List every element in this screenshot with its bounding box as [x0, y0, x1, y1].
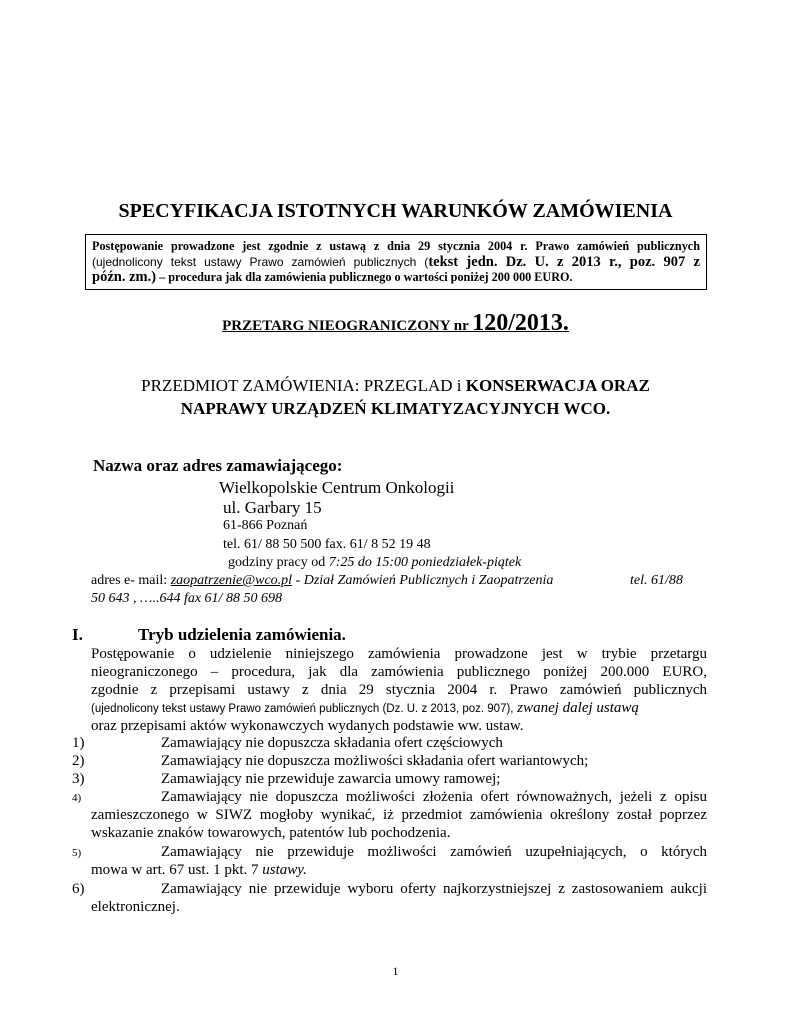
subject-bold-1: KONSERWACJA ORAZ [465, 376, 650, 395]
tender-dot: . [562, 310, 569, 336]
legal-basis-pozn-zm: późn. zm.) [92, 269, 157, 285]
section-1-text-1: Postępowanie o udzielenie niniejszego zamówienia prowadzone jest w trybie przetargu [91, 646, 707, 662]
contracting-phone: tel. 61/ 88 50 500 fax. 61/ 8 52 19 48 [223, 537, 431, 552]
tender-heading [0, 310, 791, 337]
tender-label: PRZETARG NIEOGRANICZONY nr [222, 318, 473, 334]
working-hours-value: 7:25 do 15:00 poniedziałek-piątek [328, 555, 522, 570]
section-1-text-3: zgodnie z przepisami ustawy z dnia 29 stycznia 2004 r. Prawo zamówień publicznych [91, 682, 707, 698]
email-link[interactable]: zaopatrzenie@wco.pl [170, 573, 293, 588]
item-3-number: 3) [72, 771, 85, 787]
legal-basis-box [85, 234, 707, 290]
contracting-name: Wielkopolskie Centrum Onkologii [219, 478, 455, 497]
item-2-number: 2) [72, 753, 85, 769]
legal-basis-line-2 [92, 255, 700, 271]
legal-basis-line-2-text: (ujednolicony tekst ustawy Prawo zamówień publicznych ( [92, 254, 429, 269]
subject-line-1 [0, 376, 791, 396]
section-1-text-2: nieograniczonego – procedura, jak dla zamówienia publicznego poniżej 200.000 EURO, [91, 664, 707, 680]
item-1-number: 1) [72, 735, 85, 751]
department-phone: tel. 61/88 [630, 573, 683, 588]
email-line [91, 573, 553, 589]
legal-basis-dz-u: tekst jedn. Dz. U. z 2013 r., poz. 907 z [428, 253, 700, 270]
item-3-text: Zamawiający nie przewiduje zawarcia umowy ramowej; [161, 771, 501, 787]
item-4-text-2: zamieszczonego w SIWZ mogłoby wynikać, iż przedmiot zamówienia określony został poprzez [91, 807, 707, 823]
contracting-heading: Nazwa oraz adres zamawiającego: [93, 456, 343, 475]
item-6-text-1: Zamawiający nie przewiduje wyboru oferty najkorzystniejszej z zastosowaniem aukcji [161, 881, 707, 897]
legal-basis-line-3 [92, 270, 700, 286]
legal-basis-procedure: – procedura jak dla zamówienia publicznego o wartości poniżej 200 000 EURO. [156, 270, 573, 284]
section-1-heading: Tryb udzielenia zamówienia. [138, 625, 346, 644]
working-hours [228, 555, 521, 571]
item-5-text-1: Zamawiający nie przewiduje możliwości zamówień uzupełniających, o których [161, 844, 707, 860]
section-1-text-5: oraz przepisami aktów wykonawczych wydanych podstawie ww. ustaw. [91, 718, 524, 734]
page-number: 1 [392, 964, 399, 978]
section-1-numeral: I. [72, 625, 83, 644]
item-4-number: 4) [72, 792, 82, 804]
item-4-text-1: Zamawiający nie dopuszcza możliwości złożenia ofert równoważnych, jeżeli z opisu [161, 789, 707, 805]
item-6-number: 6) [72, 881, 85, 897]
item-5-act: ustawy. [258, 862, 307, 878]
section-1-text-4 [91, 699, 707, 718]
section-1-legal-ref: (ujednolicony tekst ustawy Prawo zamówień publicznych (Dz. U. z 2013, poz. 907), [91, 703, 514, 715]
contact-line-2: 50 643 , …..644 fax 61/ 88 50 698 [91, 591, 282, 606]
legal-basis-line-1: Postępowanie prowadzone jest zgodnie z ustawą z dnia 29 stycznia 2004 r. Prawo zamówień publicznych [92, 239, 700, 253]
email-label: adres e- mail: [91, 573, 171, 588]
contracting-street: ul. Garbary 15 [223, 498, 322, 517]
item-2-text: Zamawiający nie dopuszcza możliwości składania ofert wariantowych; [161, 753, 589, 769]
item-6-text-2: elektronicznej. [91, 899, 180, 915]
item-5-article: mowa w art. 67 ust. 1 pkt. 7 [91, 862, 259, 878]
subject-line-2: NAPRAWY URZĄDZEŃ KLIMATYZACYJNYCH WCO. [180, 399, 611, 418]
item-5-text-2 [91, 862, 307, 879]
item-4-text-3: wskazanie znaków towarowych, patentów lub pochodzenia. [91, 825, 451, 841]
tender-number: 120/2013 [472, 310, 563, 336]
item-1-text: Zamawiający nie dopuszcza składania ofert częściowych [161, 735, 503, 751]
working-hours-label: godziny pracy od [228, 555, 329, 570]
document-title: SPECYFIKACJA ISTOTNYCH WARUNKÓW ZAMÓWIENIA [118, 200, 673, 222]
item-5-number: 5) [72, 847, 82, 859]
department-name: - Dział Zamówień Publicznych i Zaopatrzenia [292, 573, 554, 588]
contracting-city: 61-866 Poznań [223, 518, 308, 533]
section-1-hereinafter: zwanej dalej ustawą [513, 700, 639, 716]
subject-label: PRZEDMIOT ZAMÓWIENIA: PRZEGLAD i [141, 376, 466, 395]
